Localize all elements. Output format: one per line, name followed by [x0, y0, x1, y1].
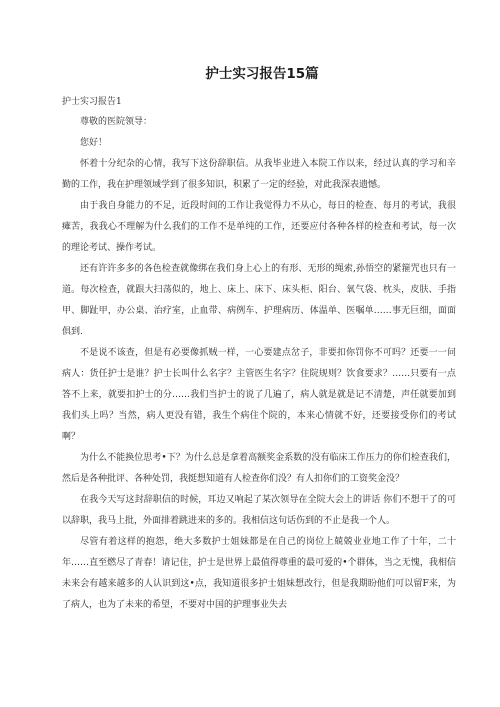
paragraph-3: 还有许许多多的各色检查就像绑在我们身上心上的有形、无形的绳索,孙悟空的紧箍咒也只有一道。每次检查，就跟大扫荡似的，地上、床上、床下、床头柜、阳台、氧气袋、枕头，皮肤、手指甲、脚趾甲，办公桌、治疗室，止血带、病例车、护理病历、体温单、医嘱单……事无巨细，面面俱到. — [62, 264, 456, 337]
paragraph-6: 在我今天写这封辞职信的时候，耳边又响起了某次领导在全院大会上的讲话 你们不想干了的可以辞职，我马上批，外面排着跳进来的多的。我相信这句话伤到的不止是我一个人。 — [62, 495, 456, 526]
document-title: 护士实习报告15篇 — [205, 66, 319, 82]
section-subtitle: 护士实习报告1 — [62, 97, 122, 107]
greeting: 您好！ — [80, 138, 108, 148]
paragraph-1: 怀着十分纪杂的心情，我写下这份辞职信。从我毕业进入本院工作以来，经过认真的学习和辛勤的工作，我在护理领域学到了很多知识，积累了一定的经验，对此我深表遗憾。 — [62, 159, 456, 190]
paragraph-4: 不是说不该查，但是有必要像抓贼一样，一心要建点岔子，非要扣你罚你不可吗？还要一一问病人：货任护士是谁？护士长叫什么名字？主管医生名字？住院规则？饮食要求？……只要有一点答不上来，就要扣护士的分……我们当护士的说了几遍了，病人就是就是记不清楚，声任就要加到我们头上吗？当然，病人更没有错，我生个病住个院的，本来心情就不好，还要接受你们的考试啊？ — [62, 348, 456, 442]
paragraph-2: 由于我自身能力的不足，近段时间的工作让我觉得力不从心，每日的检查、每月的考试，我很瘫苦，我我心不理解为什么我们的工作不是单纯的工作，还要应付各种各样的检查和考试，每一次的理论考试、操作考试。 — [62, 201, 456, 253]
paragraph-7: 尽管有着这样的抱怨，绝大多数护士姐妹都是在自己的岗位上兢兢业业地工作了十年，二十年……直至燃尽了青春！请记住，护士是世界上最值得尊重的最可爱的•个群体，当之无愧，我相信未来会有越来越多的人认识到这•点，我知道很多护士姐妹想改行，但是我期盼他们可以留F来，为了病人，也为了未来的希望，不要对中国的护理事业失去 — [62, 537, 456, 610]
paragraph-5: 为什么不能换位思考•下？为什么总是拿着高额奖金系数的没有临床工作压力的你们检查我们，然后是各种批评、各种处罚，我挺想知道有人检查你们没？有人扣你们的工资奖金没？ — [62, 453, 456, 484]
salutation: 尊敬的医院领导： — [80, 117, 153, 127]
